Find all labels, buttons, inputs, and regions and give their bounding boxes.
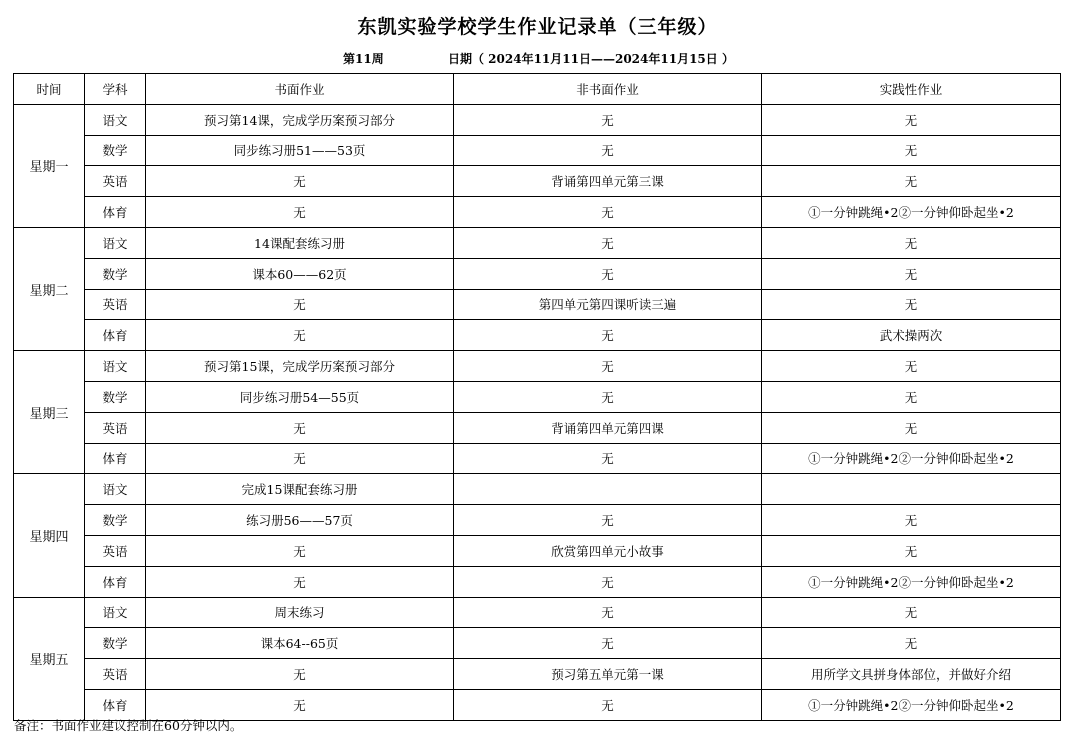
written-homework-cell: 无 xyxy=(146,197,454,228)
non-written-homework-cell: 无 xyxy=(454,104,762,135)
practice-homework-cell: 无 xyxy=(762,535,1061,566)
subject-cell: 语文 xyxy=(85,474,146,505)
practice-homework-cell: 无 xyxy=(762,135,1061,166)
practice-homework-cell: 无 xyxy=(762,628,1061,659)
subject-cell: 语文 xyxy=(85,597,146,628)
page-title: 东凯实验学校学生作业记录单（三年级） xyxy=(357,16,718,38)
non-written-homework-cell: 无 xyxy=(454,381,762,412)
table-row xyxy=(14,566,1061,597)
subject-cell: 数学 xyxy=(85,505,146,536)
subject-cell: 英语 xyxy=(85,166,146,197)
written-homework-cell: 同步练习册51——53页 xyxy=(146,135,454,166)
day-cell: 星期四 xyxy=(14,474,85,597)
header-written: 书面作业 xyxy=(146,74,454,105)
table-row xyxy=(14,166,1061,197)
written-homework-cell: 课本64--65页 xyxy=(146,628,454,659)
header-time: 时间 xyxy=(14,74,85,105)
non-written-homework-cell: 无 xyxy=(454,505,762,536)
practice-homework-cell: 无 xyxy=(762,289,1061,320)
written-homework-cell: 课本60——62页 xyxy=(146,258,454,289)
table-row xyxy=(14,104,1061,135)
written-homework-cell: 14课配套练习册 xyxy=(146,227,454,258)
table-row xyxy=(14,535,1061,566)
non-written-homework-cell: 无 xyxy=(454,597,762,628)
practice-homework-cell xyxy=(762,474,1061,505)
non-written-homework-cell: 预习第五单元第一课 xyxy=(454,659,762,690)
written-homework-cell: 无 xyxy=(146,289,454,320)
week-label: 第11周 xyxy=(343,52,384,66)
table-row xyxy=(14,597,1061,628)
non-written-homework-cell: 第四单元第四课听读三遍 xyxy=(454,289,762,320)
written-homework-cell: 无 xyxy=(146,566,454,597)
subject-cell: 英语 xyxy=(85,412,146,443)
day-cell: 星期一 xyxy=(14,104,85,227)
practice-homework-cell: 无 xyxy=(762,258,1061,289)
written-homework-cell: 无 xyxy=(146,320,454,351)
table-row xyxy=(14,320,1061,351)
practice-homework-cell: ①一分钟跳绳•2②一分钟仰卧起坐•2 xyxy=(762,443,1061,474)
practice-homework-cell: 武术操两次 xyxy=(762,320,1061,351)
header-practice: 实践性作业 xyxy=(762,74,1061,105)
header-subject: 学科 xyxy=(85,74,146,105)
non-written-homework-cell: 无 xyxy=(454,135,762,166)
subject-cell: 体育 xyxy=(85,689,146,720)
practice-homework-cell: 无 xyxy=(762,381,1061,412)
non-written-homework-cell: 无 xyxy=(454,443,762,474)
practice-homework-cell: 无 xyxy=(762,412,1061,443)
table-row xyxy=(14,381,1061,412)
non-written-homework-cell: 无 xyxy=(454,197,762,228)
table-row xyxy=(14,197,1061,228)
written-homework-cell: 预习第15课，完成学历案预习部分 xyxy=(146,351,454,382)
written-homework-cell: 练习册56——57页 xyxy=(146,505,454,536)
header-non-written: 非书面作业 xyxy=(454,74,762,105)
table-row xyxy=(14,258,1061,289)
practice-homework-cell: 无 xyxy=(762,104,1061,135)
subject-cell: 数学 xyxy=(85,381,146,412)
homework-table xyxy=(13,73,1061,721)
non-written-homework-cell: 无 xyxy=(454,351,762,382)
date-range: 日期（ 2024年11月11日——2024年11月15日 ） xyxy=(448,52,734,66)
non-written-homework-cell: 欣赏第四单元小故事 xyxy=(454,535,762,566)
subject-cell: 数学 xyxy=(85,628,146,659)
non-written-homework-cell: 无 xyxy=(454,689,762,720)
written-homework-cell: 完成15课配套练习册 xyxy=(146,474,454,505)
table-row xyxy=(14,443,1061,474)
non-written-homework-cell: 背诵第四单元第三课 xyxy=(454,166,762,197)
written-homework-cell: 无 xyxy=(146,535,454,566)
non-written-homework-cell: 无 xyxy=(454,258,762,289)
practice-homework-cell: 无 xyxy=(762,351,1061,382)
practice-homework-cell: 无 xyxy=(762,597,1061,628)
written-homework-cell: 无 xyxy=(146,166,454,197)
day-cell: 星期五 xyxy=(14,597,85,720)
subject-cell: 英语 xyxy=(85,289,146,320)
subject-cell: 语文 xyxy=(85,104,146,135)
written-homework-cell: 无 xyxy=(146,659,454,690)
non-written-homework-cell: 无 xyxy=(454,320,762,351)
table-row xyxy=(14,412,1061,443)
subject-cell: 体育 xyxy=(85,566,146,597)
written-homework-cell: 周末练习 xyxy=(146,597,454,628)
written-homework-cell: 无 xyxy=(146,412,454,443)
subject-cell: 语文 xyxy=(85,227,146,258)
non-written-homework-cell: 无 xyxy=(454,227,762,258)
non-written-homework-cell xyxy=(454,474,762,505)
written-homework-cell: 无 xyxy=(146,443,454,474)
footnote: 备注：书面作业建议控制在60分钟以内。 xyxy=(14,718,243,733)
practice-homework-cell: ①一分钟跳绳•2②一分钟仰卧起坐•2 xyxy=(762,689,1061,720)
subject-cell: 数学 xyxy=(85,258,146,289)
table-row xyxy=(14,659,1061,690)
practice-homework-cell: ①一分钟跳绳•2②一分钟仰卧起坐•2 xyxy=(762,197,1061,228)
subject-cell: 体育 xyxy=(85,197,146,228)
table-header-row xyxy=(14,74,1061,105)
subject-cell: 体育 xyxy=(85,443,146,474)
table-row xyxy=(14,505,1061,536)
practice-homework-cell: 无 xyxy=(762,166,1061,197)
table-row xyxy=(14,474,1061,505)
subject-cell: 语文 xyxy=(85,351,146,382)
non-written-homework-cell: 背诵第四单元第四课 xyxy=(454,412,762,443)
written-homework-cell: 同步练习册54—55页 xyxy=(146,381,454,412)
subject-cell: 英语 xyxy=(85,659,146,690)
practice-homework-cell: 用所学文具拼身体部位，并做好介绍 xyxy=(762,659,1061,690)
practice-homework-cell: 无 xyxy=(762,505,1061,536)
non-written-homework-cell: 无 xyxy=(454,628,762,659)
written-homework-cell: 预习第14课，完成学历案预习部分 xyxy=(146,104,454,135)
table-row xyxy=(14,628,1061,659)
day-cell: 星期三 xyxy=(14,351,85,474)
subject-cell: 数学 xyxy=(85,135,146,166)
table-row xyxy=(14,351,1061,382)
table-row xyxy=(14,227,1061,258)
table-row xyxy=(14,135,1061,166)
subject-cell: 体育 xyxy=(85,320,146,351)
non-written-homework-cell: 无 xyxy=(454,566,762,597)
week-date-line xyxy=(0,50,1075,66)
subject-cell: 英语 xyxy=(85,535,146,566)
practice-homework-cell: ①一分钟跳绳•2②一分钟仰卧起坐•2 xyxy=(762,566,1061,597)
practice-homework-cell: 无 xyxy=(762,227,1061,258)
day-cell: 星期二 xyxy=(14,227,85,350)
table-row xyxy=(14,289,1061,320)
written-homework-cell: 无 xyxy=(146,689,454,720)
